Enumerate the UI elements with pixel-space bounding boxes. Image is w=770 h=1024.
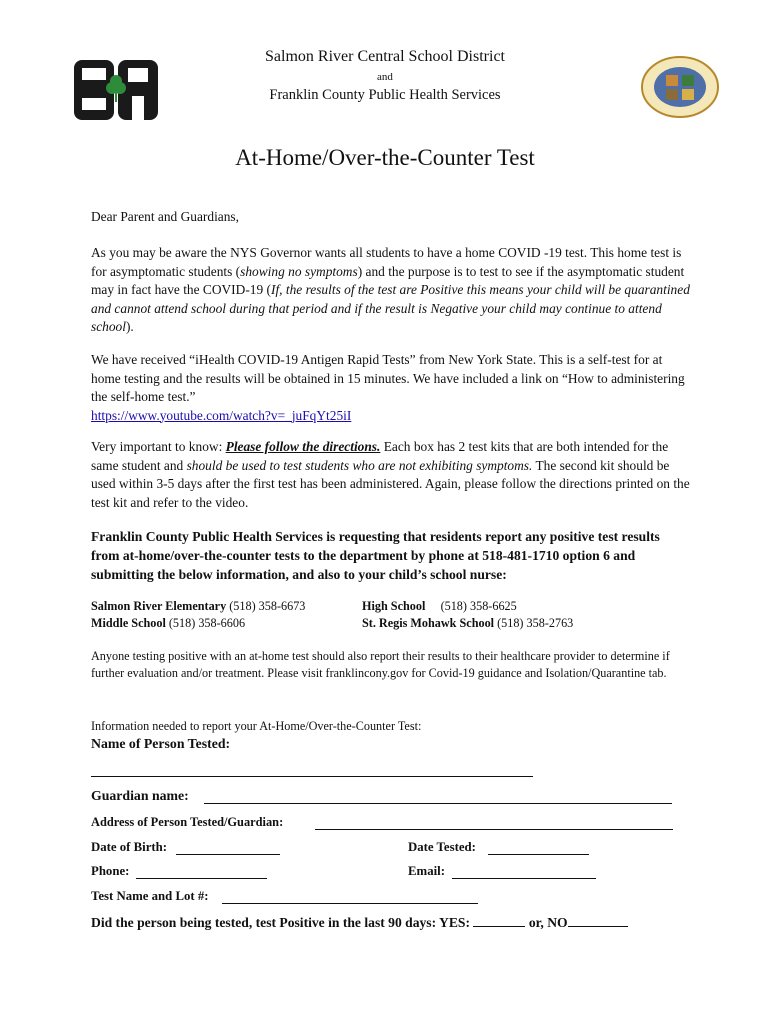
positive-question: Did the person being tested, test Positive in the last 90 days: YES: or, NO bbox=[91, 913, 628, 931]
video-link[interactable]: https://www.youtube.com/watch?v=_juFqYt25iI bbox=[91, 407, 352, 423]
date-tested-field[interactable] bbox=[488, 840, 589, 855]
healthcare-notice: Anyone testing positive with an at-home test should also report their results to their healthcare provider to determine if further evaluation and/or treatment. Please visit franklincony.gov for Covid-19 guidance and Isolation/Quarantine tab. bbox=[91, 649, 670, 680]
email-field[interactable] bbox=[452, 864, 596, 879]
salutation: Dear Parent and Guardians, bbox=[91, 209, 239, 224]
agency-name: Franklin County Public Health Services bbox=[269, 87, 501, 103]
contact-middle: Middle School (518) 358-6606 bbox=[91, 616, 246, 630]
page-title: At-Home/Over-the-Counter Test bbox=[235, 145, 535, 170]
name-label: Name of Person Tested: bbox=[91, 736, 231, 751]
address-label: Address of Person Tested/Guardian: bbox=[91, 815, 284, 829]
dob-field[interactable] bbox=[176, 840, 280, 855]
name-field[interactable] bbox=[91, 762, 533, 777]
address-field[interactable] bbox=[315, 815, 673, 830]
guardian-label: Guardian name: bbox=[91, 788, 189, 803]
paragraph-1: As you may be aware the NYS Governor wants all students to have a home COVID -19 test. This home test is for asymptomatic students (showing no symptoms) and the purpose is to test to see if the asymptomatic student may in fact have the COVID-19 (If, the results of the test are Positive this means your child will be quarantined and cannot attend school during that period and if the result is Negative your child may continue to attend school). bbox=[91, 245, 690, 334]
paragraph-3: Very important to know: Please follow the directions. Each box has 2 test kits that are both intended for the same student and should be used to test students who are not exhibiting symptoms. The second kit should be used within 3-5 days after the first test has been administered. Again, please follow the directions printed on the test kit and refer to the video. bbox=[91, 439, 690, 510]
email-label: Email: bbox=[408, 864, 445, 878]
paragraph-2: We have received “iHealth COVID-19 Antigen Rapid Tests” from New York State. This is a self-test for at home testing and the results will be obtained in 15 minutes. We have included a link on “How to administering the self-home test.” https://www.youtube.com/watch?v=_juFqYt25iI bbox=[91, 352, 685, 423]
date-tested-label: Date Tested: bbox=[408, 840, 476, 854]
phone-label: Phone: bbox=[91, 864, 130, 878]
yes-field[interactable] bbox=[473, 913, 525, 927]
reporting-notice: Franklin County Public Health Services is requesting that residents report any positive test results from at-home/over-the-counter tests to the department by phone at 518-481-1710 option 6 and submitting the below information, and also to your child’s school nurse: bbox=[91, 529, 660, 582]
header-and: and bbox=[377, 71, 393, 83]
no-field[interactable] bbox=[568, 913, 628, 927]
dob-label: Date of Birth: bbox=[91, 840, 168, 854]
contact-st-regis: St. Regis Mohawk School (518) 358-2763 bbox=[362, 616, 574, 630]
form-intro: Information needed to report your At-Home/Over-the-Counter Test: bbox=[91, 719, 422, 733]
test-label: Test Name and Lot #: bbox=[91, 889, 209, 903]
contact-elementary: Salmon River Elementary (518) 358-6673 bbox=[91, 599, 306, 613]
contact-high: High School (518) 358-6625 bbox=[362, 599, 517, 613]
phone-field[interactable] bbox=[136, 864, 267, 879]
guardian-field[interactable] bbox=[204, 788, 672, 804]
district-name: Salmon River Central School District bbox=[265, 48, 505, 65]
test-field[interactable] bbox=[222, 889, 478, 904]
